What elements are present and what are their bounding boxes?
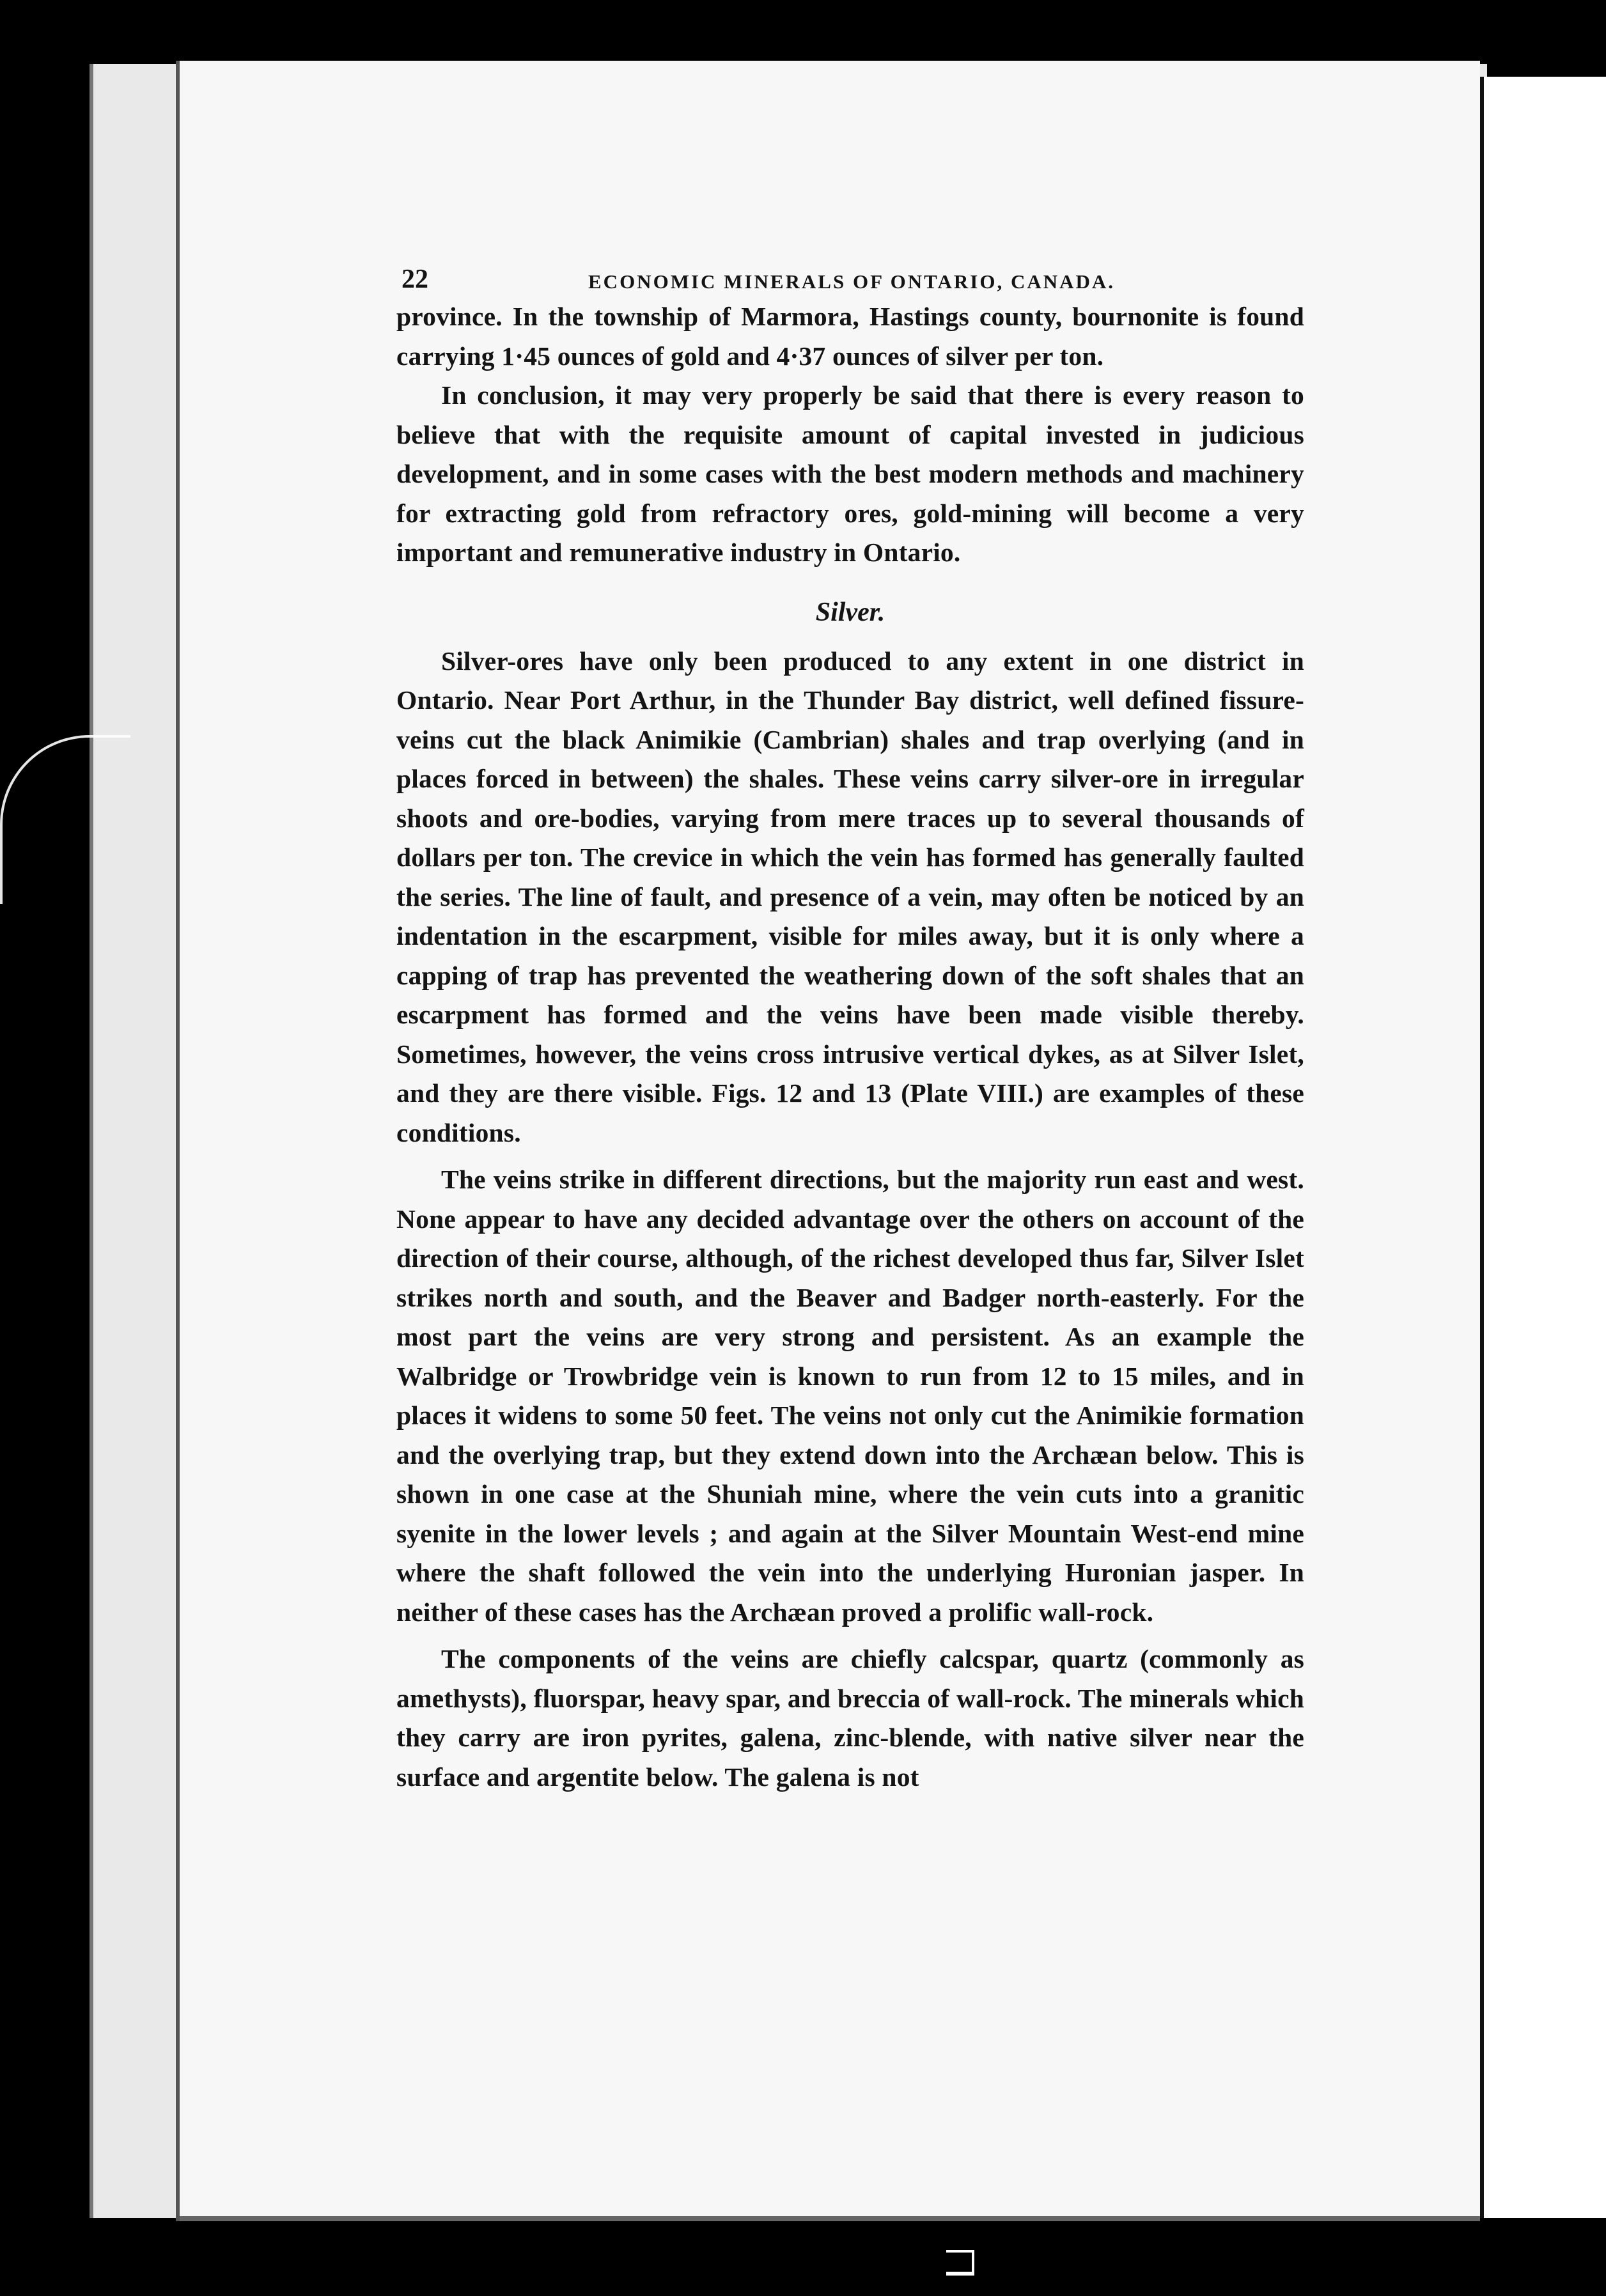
running-head-title: ECONOMIC MINERALS OF ONTARIO, CANADA. bbox=[588, 270, 1116, 293]
paragraph-continued: province. In the township of Marmora, Hastings county, bournonite is found carrying 1·45 ounces of gold and 4·37 ounces of silver per ton. bbox=[396, 302, 1304, 371]
facing-page-edge bbox=[1480, 77, 1606, 2218]
paragraph-silver-1: Silver-ores have only been produced to any extent in one district in Ontario. Near Port Arthur, in the Thunder Bay district, well defined fissure-veins cut the black Animikie (Cambrian) shales and trap overlying (and in places forced in between) the shales. These veins carry silver-ore in irregular shoots and ore-bodies, varying from mere traces up to several thousands of dollars per ton. The crevice in which the vein has formed has generally faulted the series. The line of fault, and presence of a vein, may often be noticed by an indentation in the escarpment, visible for miles away, but it is only where a capping of trap has prevented the weathering down of the soft shales that an escarpment has formed and the veins have been made visible thereby. Sometimes, however, the veins cross intrusive vertical dykes, as at Silver Islet, and they are there visible. Figs. 12 and 13 (Plate VIII.) are examples of these conditions. bbox=[396, 646, 1304, 1147]
paragraph-gap bbox=[396, 1632, 1304, 1640]
bottom-scan-mark bbox=[946, 2250, 974, 2276]
section-heading-silver: Silver. bbox=[815, 597, 885, 627]
paragraph-conclusion: In conclusion, it may very properly be said that there is every reason to believe that with the requisite amount of capital invested in judicious development, and in some cases with the best modern methods and machinery for extracting gold from refractory ores, gold-mining will become a very important and remunerative industry in Ontario. bbox=[396, 380, 1304, 567]
paragraph-gap bbox=[396, 1152, 1304, 1160]
paragraph-silver-3: The components of the veins are chiefly calcspar, quartz (commonly as amethysts), fluorspar, heavy spar, and breccia of wall-rock. The minerals which they carry are iron pyrites, galena, zinc-blende, with native silver near the surface and argentite below. The galena is not bbox=[396, 1644, 1304, 1792]
paragraph-silver-2: The veins strike in different directions, but the majority run east and west. None appear to have any decided advantage over the others on account of the direction of their course, although, of the richest developed thus far, Silver Islet strikes north and south, and the Beaver and Badger north-easterly. For the most part the veins are very strong and persistent. As an example the Walbridge or Trowbridge vein is known to run from 12 to 15 miles, and in places it widens to some 50 feet. The veins not only cut the Animikie formation and the overlying trap, but they extend down into the Archæan below. This is shown in one case at the Shuniah mine, where the vein cuts into a granitic syenite in the lower levels ; and again at the Silver Mountain West-end mine where the shaft followed the vein into the underlying Huronian jasper. In neither of these cases has the Archæan proved a prolific wall-rock. bbox=[396, 1165, 1304, 1627]
running-head bbox=[396, 252, 1304, 297]
page-text-block bbox=[396, 252, 1304, 1797]
page-number: 22 bbox=[402, 265, 428, 294]
